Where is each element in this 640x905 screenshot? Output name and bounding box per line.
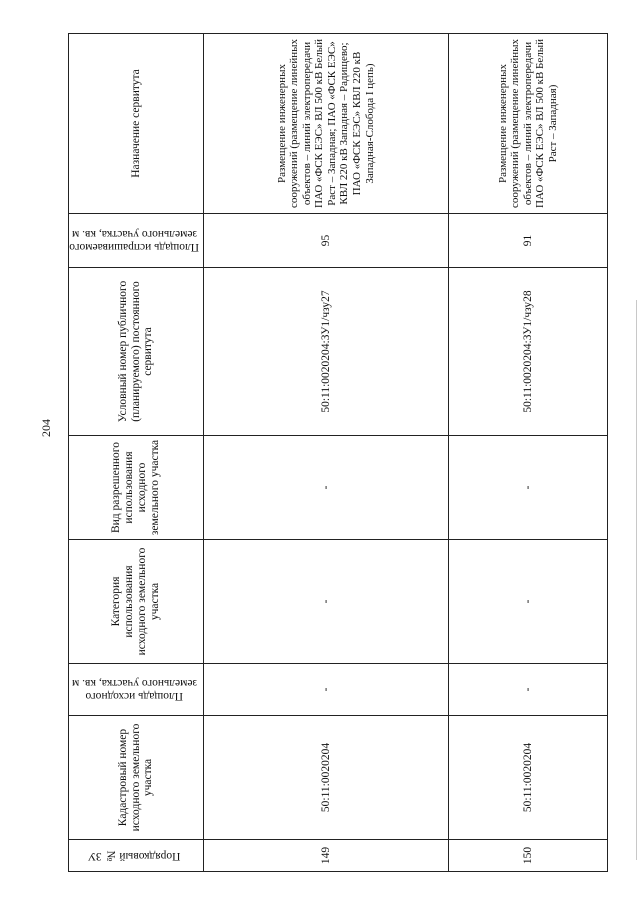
cell-conditional-number: 50:11:0020204:ЗУ1/чзу27 [204, 268, 449, 436]
page-number: 204 [39, 419, 53, 437]
scan-edge-line [636, 300, 637, 860]
header-area-used: Площадь испрашиваемого земельного участка, кв. м [69, 214, 204, 268]
cell-cadastral: 50:11:0020204 [448, 716, 607, 840]
header-category: Категория использования исходного земельного участка [69, 540, 204, 664]
cell-purpose: Размещение инженерных сооружений (размещение линейных объектов – линий электропередачи ПАО «ФСК ЕЭС» ВЛ 500 кВ Белый Раст – Западная) [448, 34, 607, 214]
cell-permitted-use: - [204, 436, 449, 540]
header-permitted-use: Вид разрешенного использования исходного земельного участка [69, 436, 204, 540]
cell-area-source: - [204, 664, 449, 716]
cell-index: 150 [448, 840, 607, 872]
header-conditional-number: Условный номер публичного (планируемого) постоянного сервитута [69, 268, 204, 436]
cell-area-used: 95 [204, 214, 449, 268]
cell-area-source: - [448, 664, 607, 716]
rotated-page-content [68, 18, 608, 878]
servitude-table-area [68, 18, 608, 878]
servitude-table [68, 33, 608, 872]
cell-cadastral: 50:11:0020204 [204, 716, 449, 840]
cell-permitted-use: - [448, 436, 607, 540]
table-row [204, 34, 449, 872]
cell-index: 149 [204, 840, 449, 872]
header-area-source: Площадь исходного земельного участка, кв. м [69, 664, 204, 716]
header-index: Порядковый № ЗУ [69, 840, 204, 872]
cell-purpose: Размещение инженерных сооружений (размещение линейных объектов – линий электропередачи ПАО «ФСК ЕЭС» ВЛ 500 кВ Белый Раст – Западная; ПАО «ФСК ЕЭС» КВЛ 220 кВ Западная – Радищево; ПАО «ФСК ЕЭС» КВЛ 220 кВ Западная-Слобода I цепь) [204, 34, 449, 214]
header-cadastral: Кадастровый номер исходного земельного участка [69, 716, 204, 840]
table-header-row [69, 34, 204, 872]
cell-category: - [448, 540, 607, 664]
cell-category: - [204, 540, 449, 664]
cell-area-used: 91 [448, 214, 607, 268]
table-row [448, 34, 607, 872]
cell-conditional-number: 50:11:0020204:ЗУ1/чзу28 [448, 268, 607, 436]
header-purpose: Назначение сервитута [69, 34, 204, 214]
